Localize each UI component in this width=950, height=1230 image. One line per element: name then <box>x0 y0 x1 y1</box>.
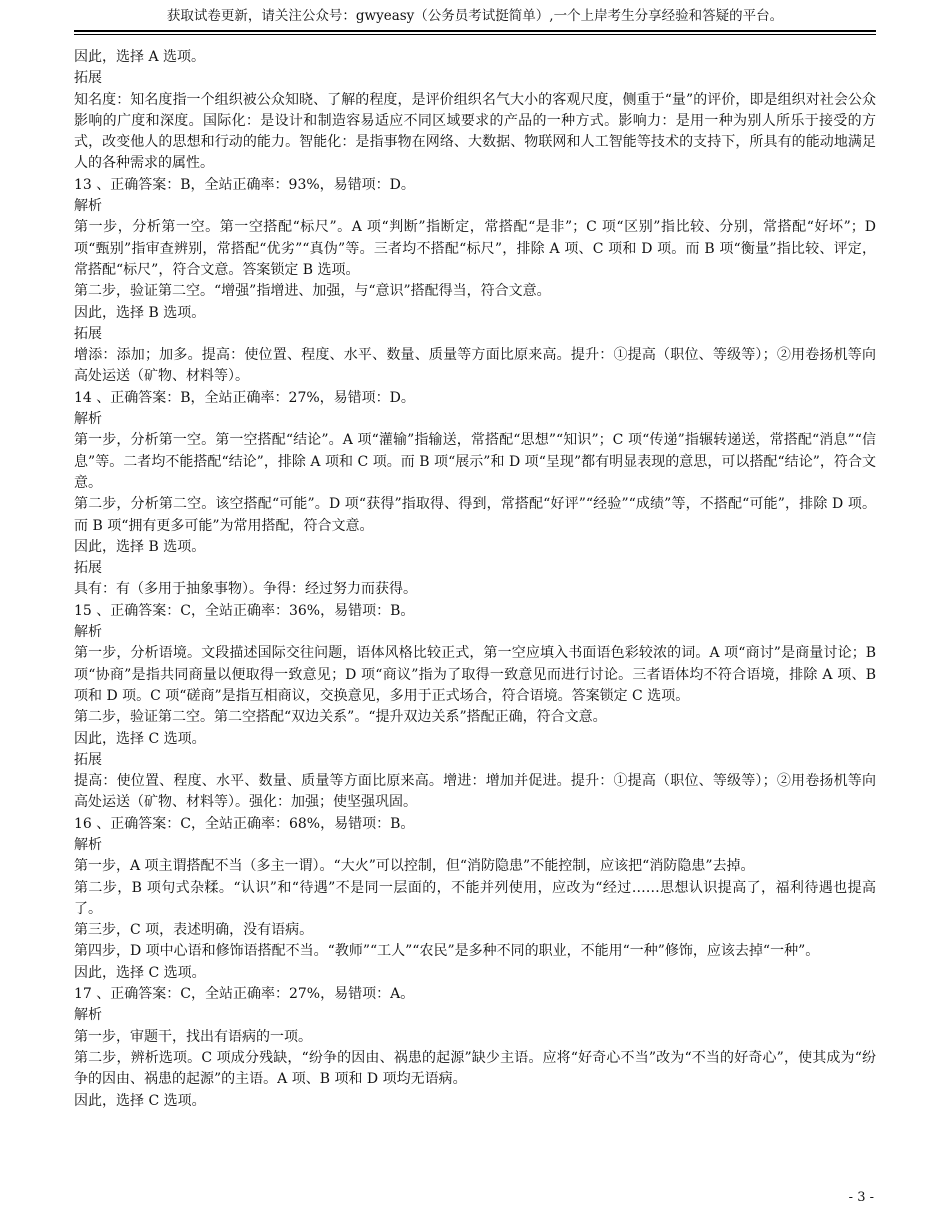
question-answer-line: 16 、正确答案：C，全站正确率：68%，易错项：B。 <box>74 815 415 832</box>
paragraph: 第一步，分析语境。文段描述国际交往问题，语体风格比较正式，第一空应填入书面语色彩较浓的词。A 项“商讨”是商量讨论；B 项“协商”是指共同商量以便取得一致意见；D 项“商议”指为了取得一致意见而进行讨论。三者语体均不符合语境，排除 A 项、B 项和 D 项。C 项“磋商”是指互相商议，交换意见，多用于正式场合，符合语境。答案锁定 C 选项。 <box>74 645 876 704</box>
section-label: 解析 <box>74 836 102 853</box>
paragraph: 第三步，C 项，表述明确，没有语病。 <box>74 922 314 939</box>
section-label: 拓展 <box>74 70 102 87</box>
question-answer-line: 15 、正确答案：C，全站正确率：36%，易错项：B。 <box>74 602 415 619</box>
question-answer-line: 14 、正确答案：B，全站正确率：27%，易错项：D。 <box>74 389 415 406</box>
page-number: - 3 - <box>848 1190 874 1205</box>
paragraph: 因此，选择 B 选项。 <box>74 304 206 321</box>
section-label: 解析 <box>74 411 102 428</box>
paragraph: 因此，选择 A 选项。 <box>74 49 206 65</box>
paragraph: 因此，选择 B 选项。 <box>74 538 206 555</box>
section-label: 解析 <box>74 1007 102 1024</box>
header-rule-thick <box>74 30 876 32</box>
paragraph: 第二步，辨析选项。C 项成分残缺，“纷争的因由、祸患的起源”缺少主语。应将“好奇心不当”改为“不当的好奇心”，使其成为“纷争的因由、祸患的起源”的主语。A 项、B 项和 D 项均无语病。 <box>74 1049 876 1088</box>
document-body <box>74 47 876 1112</box>
paragraph: 增添：添加；加多。提高：使位置、程度、水平、数量、质量等方面比原来高。提升：①提高（职位、等级等）；②用卷扬机等向高处运送（矿物、材料等）。 <box>74 347 876 385</box>
paragraph: 因此，选择 C 选项。 <box>74 964 206 981</box>
paragraph: 第二步，验证第二空。第二空搭配“双边关系”。“提升双边关系”搭配正确，符合文意。 <box>74 709 607 726</box>
paragraph: 第二步，分析第二空。该空搭配“可能”。D 项“获得”指取得、得到，常搭配“好评”“经验”“成绩”等，不搭配“可能”，排除 D 项。而 B 项“拥有更多可能”为常用搭配，符合文意。 <box>74 496 876 534</box>
paragraph: 第二步，B 项句式杂糅。“认识”和“待遇”不是同一层面的，不能并列使用，应改为“经过……思想认识提高了，福利待遇也提高了。 <box>74 879 876 917</box>
section-label: 拓展 <box>74 560 102 577</box>
section-label: 解析 <box>74 624 102 641</box>
paragraph: 第二步，验证第二空。“增强”指增进、加强，与“意识”搭配得当，符合文意。 <box>74 283 551 300</box>
paragraph: 第一步，分析第一空。第一空搭配“标尺”。A 项“判断”指断定，常搭配“是非”；C 项“区别”指比较、分别，常搭配“好坏”；D 项“甄别”指审查辨别，常搭配“优劣”“真伪”等。三者均不搭配“标尺”，排除 A 项、C 项和 D 项。而 B 项“衡量”指比较、评定，常搭配“标尺”，符合文意。答案锁定 B 选项。 <box>74 219 876 278</box>
section-label: 拓展 <box>74 325 102 342</box>
section-label: 解析 <box>74 198 102 215</box>
paragraph: 提高：使位置、程度、水平、数量、质量等方面比原来高。增进：增加并促进。提升：①提高（职位、等级等）；②用卷扬机等向高处运送（矿物、材料等）。强化：加强；使坚强巩固。 <box>74 773 876 811</box>
page-header: 获取试卷更新，请关注公众号：gwyeasy（公务员考试挺简单）,一个上岸考生分享经验和答疑的平台。 <box>166 8 784 24</box>
section-label: 拓展 <box>74 751 102 768</box>
paragraph: 第一步，A 项主谓搭配不当（多主一谓）。“大火”可以控制，但“消防隐患”不能控制，应该把“消防隐患”去掉。 <box>74 858 755 875</box>
paragraph: 第一步，分析第一空。第一空搭配“结论”。A 项“灌输”指输送，常搭配“思想”“知识”；C 项“传递”指辗转递送，常搭配“消息”“信息”等。二者均不能搭配“结论”，排除 A 项和 C 项。而 B 项“展示”和 D 项“呈现”都有明显表现的意思，可以搭配“结论”，符合文意。 <box>74 432 876 491</box>
paragraph: 第四步，D 项中心语和修饰语搭配不当。“教师”“工人”“农民”是多种不同的职业，不能用“一种”修饰，应该去掉“一种”。 <box>74 943 820 960</box>
question-answer-line: 13 、正确答案：B，全站正确率：93%，易错项：D。 <box>74 176 415 193</box>
header-rule-thin <box>74 34 876 35</box>
paragraph: 因此，选择 C 选项。 <box>74 730 206 747</box>
paragraph: 知名度：知名度指一个组织被公众知晓、了解的程度，是评价组织名气大小的客观尺度，侧重于“量”的评价，即是组织对社会公众影响的广度和深度。国际化：是设计和制造容易适应不同区域要求的产品的一种方式。影响力：是用一种为别人所乐于接受的方式，改变他人的思想和行动的能力。智能化：是指事物在网络、大数据、物联网和人工智能等技术的支持下，所具有的能动地满足人的各种需求的属性。 <box>74 91 876 172</box>
paragraph: 第一步，审题干，找出有语病的一项。 <box>74 1028 312 1045</box>
paragraph: 因此，选择 C 选项。 <box>74 1092 206 1109</box>
question-answer-line: 17 、正确答案：C，全站正确率：27%，易错项：A。 <box>74 986 415 1003</box>
paragraph: 具有：有（多用于抽象事物）。争得：经过努力而获得。 <box>74 581 417 598</box>
